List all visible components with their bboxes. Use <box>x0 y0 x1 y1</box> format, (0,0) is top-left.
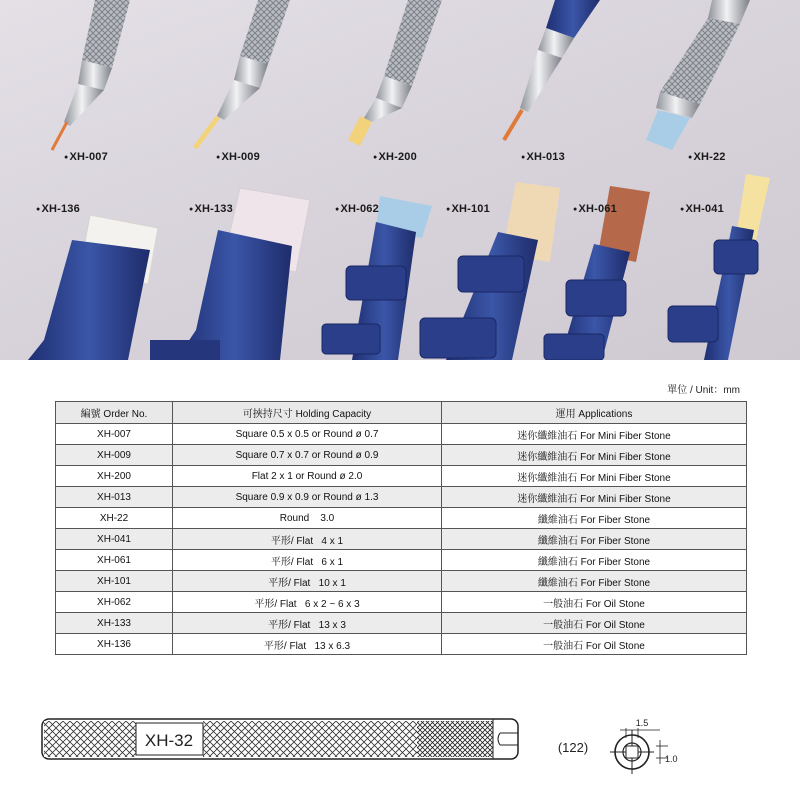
item-label-xh-200: ● XH-200 <box>373 151 417 163</box>
cell-application: 迷你纖維油石 For Mini Fiber Stone <box>442 466 747 487</box>
cell-order-no: XH-22 <box>56 508 173 529</box>
table-row <box>56 508 747 529</box>
holder-xh-101 <box>420 182 560 360</box>
cell-order-no: XH-041 <box>56 529 173 550</box>
holder-xh-062 <box>322 196 432 360</box>
cell-holding-capacity: 平形/ Flat 4 x 1 <box>173 529 442 550</box>
cell-application: 纖維油石 For Fiber Stone <box>442 550 747 571</box>
cell-order-no: XH-101 <box>56 571 173 592</box>
dimension-top: 1.5 <box>635 718 649 728</box>
cell-application: 一般油石 For Oil Stone <box>442 634 747 655</box>
cell-application: 迷你纖維油石 For Mini Fiber Stone <box>442 445 747 466</box>
table-row <box>56 529 747 550</box>
item-label-xh-136: ● XH-136 <box>36 203 80 215</box>
model-label: XH-32 <box>144 731 194 750</box>
item-label-xh-101: ● XH-101 <box>446 203 490 215</box>
holder-xh-013 <box>504 0 600 140</box>
cell-application: 迷你纖維油石 For Mini Fiber Stone <box>442 487 747 508</box>
cell-holding-capacity: 平形/ Flat 13 x 3 <box>173 613 442 634</box>
item-label-xh-009: ● XH-009 <box>216 151 260 163</box>
length-dimension: (122) <box>557 740 589 755</box>
unit-note: 單位 / Unit：mm <box>667 385 740 396</box>
table-row <box>56 487 747 508</box>
cell-order-no: XH-133 <box>56 613 173 634</box>
table-row <box>56 445 747 466</box>
holder-xh-22 <box>646 0 750 150</box>
item-label-xh-22: ● XH-22 <box>688 151 726 163</box>
table-row <box>56 466 747 487</box>
cell-holding-capacity: 平形/ Flat 6 x 1 <box>173 550 442 571</box>
table-row <box>56 571 747 592</box>
table-row <box>56 613 747 634</box>
cell-application: 纖維油石 For Fiber Stone <box>442 508 747 529</box>
cell-holding-capacity: 平形/ Flat 13 x 6.3 <box>173 634 442 655</box>
cell-holding-capacity: Flat 2 x 1 or Round ø 2.0 <box>173 466 442 487</box>
holder-xh-041 <box>668 174 770 360</box>
holder-xh-136 <box>28 215 158 360</box>
cell-order-no: XH-013 <box>56 487 173 508</box>
item-label-xh-062: ● XH-062 <box>335 203 379 215</box>
table-row <box>56 550 747 571</box>
product-photo <box>0 0 800 360</box>
end-view-drawing <box>610 728 668 774</box>
holders-illustration <box>0 0 800 360</box>
cell-application: 纖維油石 For Fiber Stone <box>442 529 747 550</box>
cell-order-no: XH-200 <box>56 466 173 487</box>
header-applications: 運用 Applications <box>442 402 747 424</box>
cell-holding-capacity: 平形/ Flat 6 x 2 ~ 6 x 3 <box>173 592 442 613</box>
item-label-xh-013: ● XH-013 <box>521 151 565 163</box>
table-row <box>56 592 747 613</box>
holder-xh-200 <box>348 0 442 146</box>
cell-order-no: XH-062 <box>56 592 173 613</box>
item-label-xh-007: ● XH-007 <box>64 151 108 163</box>
cell-application: 纖維油石 For Fiber Stone <box>442 571 747 592</box>
cell-order-no: XH-061 <box>56 550 173 571</box>
cell-holding-capacity: Square 0.5 x 0.5 or Round ø 0.7 <box>173 424 442 445</box>
cell-holding-capacity: 平形/ Flat 10 x 1 <box>173 571 442 592</box>
item-label-xh-041: ● XH-041 <box>680 203 724 215</box>
header-holding-capacity: 可挾持尺寸 Holding Capacity <box>173 402 442 424</box>
cell-application: 迷你纖維油石 For Mini Fiber Stone <box>442 424 747 445</box>
technical-drawing <box>0 700 800 800</box>
cell-order-no: XH-007 <box>56 424 173 445</box>
table-header-row <box>56 402 747 424</box>
cell-holding-capacity: Square 0.9 x 0.9 or Round ø 1.3 <box>173 487 442 508</box>
item-label-xh-061: ● XH-061 <box>573 203 617 215</box>
item-label-xh-133: ● XH-133 <box>189 203 233 215</box>
table-body <box>56 424 747 655</box>
cell-application: 一般油石 For Oil Stone <box>442 592 747 613</box>
dimension-side: 1.0 <box>665 754 678 764</box>
holder-xh-007 <box>52 0 130 150</box>
table-row <box>56 634 747 655</box>
header-order-no: 編號 Order No. <box>56 402 173 424</box>
holder-xh-009 <box>195 0 290 148</box>
spec-table <box>55 401 747 655</box>
cell-holding-capacity: Round 3.0 <box>173 508 442 529</box>
cell-application: 一般油石 For Oil Stone <box>442 613 747 634</box>
cell-order-no: XH-136 <box>56 634 173 655</box>
table-row <box>56 424 747 445</box>
cell-holding-capacity: Square 0.7 x 0.7 or Round ø 0.9 <box>173 445 442 466</box>
holder-outline-drawing <box>42 719 518 759</box>
cell-order-no: XH-009 <box>56 445 173 466</box>
